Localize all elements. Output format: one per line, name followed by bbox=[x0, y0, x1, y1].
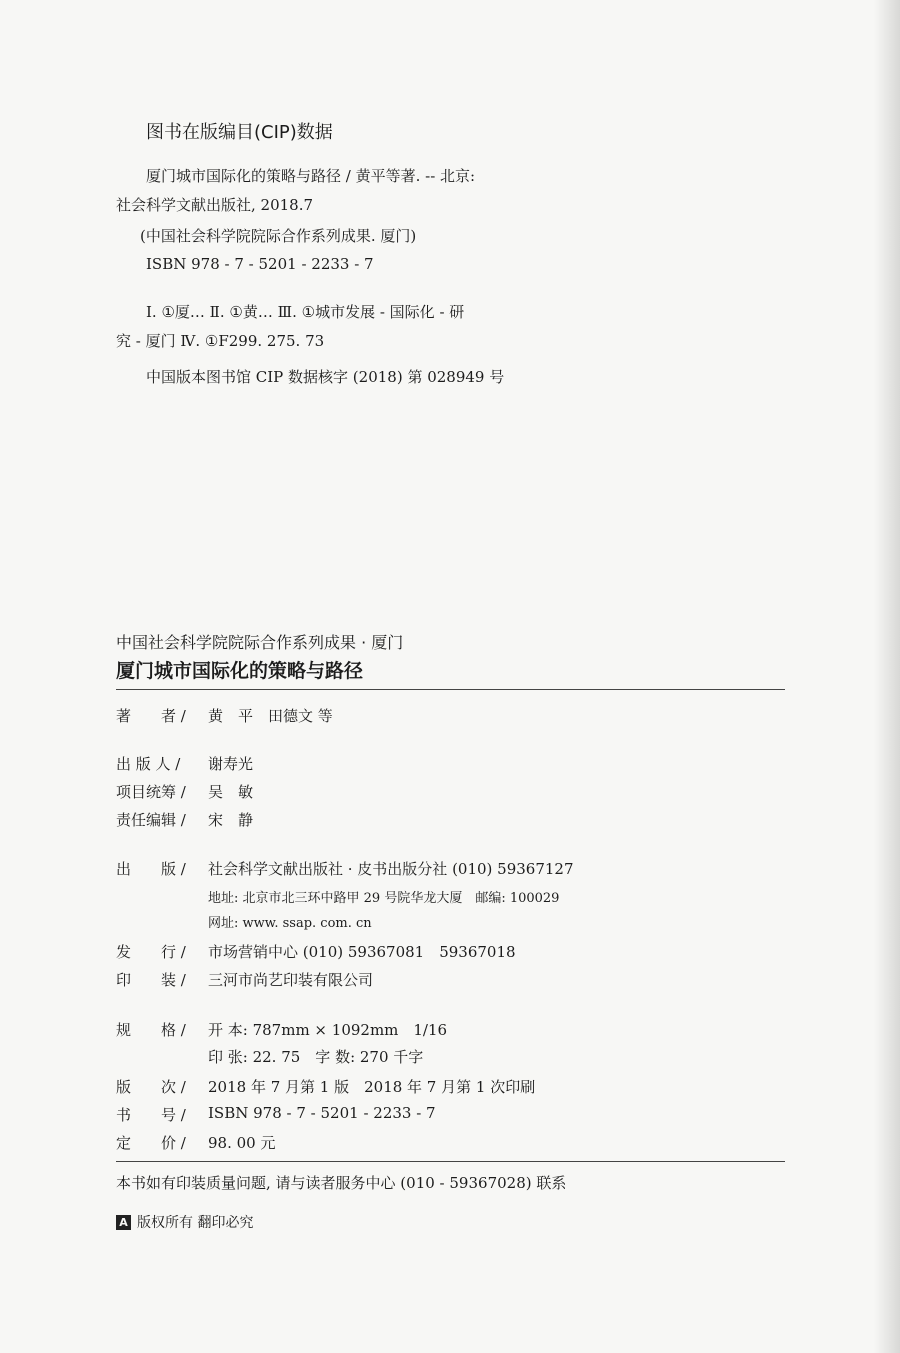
printing-value: 三河市尚艺印装有限公司 bbox=[208, 971, 374, 989]
price-label: 定 价 / bbox=[116, 1134, 186, 1152]
distribution-value: 市场营销中心 (010) 59367081 59367018 bbox=[208, 943, 516, 961]
publisher-person-value: 谢寿光 bbox=[208, 755, 254, 773]
publisher-website: 网址: www. ssap. com. cn bbox=[208, 916, 372, 931]
publisher-address: 地址: 北京市北三环中路甲 29 号院华龙大厦 邮编: 100029 bbox=[208, 891, 560, 906]
printing-label: 印 装 / bbox=[116, 971, 186, 989]
publishing-label: 出 版 / bbox=[116, 860, 186, 878]
edition-value: 2018 年 7 月第 1 版 2018 年 7 月第 1 次印刷 bbox=[208, 1078, 536, 1096]
copyright-notice: 版权所有 翻印必究 bbox=[137, 1215, 254, 1231]
cip-line-3: (中国社会科学院院际合作系列成果. 厦门) bbox=[140, 227, 417, 245]
bottom-divider bbox=[116, 1161, 785, 1162]
cip-line-5: Ⅰ. ①厦… Ⅱ. ①黄… Ⅲ. ①城市发展 - 国际化 - 研 bbox=[146, 303, 465, 321]
isbn-label: 书 号 / bbox=[116, 1106, 186, 1124]
author-label: 著 者 / bbox=[116, 707, 186, 725]
spec-format-value: 开 本: 787mm × 1092mm 1/16 bbox=[208, 1021, 448, 1039]
editor-label: 责任编辑 / bbox=[116, 811, 186, 829]
cip-line-4: ISBN 978 - 7 - 5201 - 2233 - 7 bbox=[146, 255, 374, 273]
publisher-person-label: 出 版 人 / bbox=[116, 755, 181, 773]
series-title: 中国社会科学院院际合作系列成果 · 厦门 bbox=[116, 633, 404, 652]
project-value: 吴 敏 bbox=[208, 783, 254, 801]
distribution-label: 发 行 / bbox=[116, 943, 186, 961]
editor-value: 宋 静 bbox=[208, 811, 254, 829]
author-value: 黄 平 田德文 等 bbox=[208, 707, 333, 725]
cip-title: 图书在版编目(CIP)数据 bbox=[146, 122, 333, 143]
top-divider bbox=[116, 689, 785, 690]
edition-label: 版 次 / bbox=[116, 1078, 186, 1096]
publisher-logo-icon: A bbox=[116, 1215, 131, 1230]
quality-notice: 本书如有印装质量问题, 请与读者服务中心 (010 - 59367028) 联系 bbox=[116, 1174, 567, 1192]
spec-label: 规 格 / bbox=[116, 1021, 186, 1039]
project-label: 项目统筹 / bbox=[116, 783, 186, 801]
cip-line-7: 中国版本图书馆 CIP 数据核字 (2018) 第 028949 号 bbox=[146, 368, 505, 386]
price-value: 98. 00 元 bbox=[208, 1134, 276, 1152]
cip-line-1: 厦门城市国际化的策略与路径 / 黄平等著. -- 北京: bbox=[146, 167, 476, 185]
book-title: 厦门城市国际化的策略与路径 bbox=[116, 660, 364, 682]
cip-line-6: 究 - 厦门 Ⅳ. ①F299. 275. 73 bbox=[116, 332, 325, 350]
cip-line-2: 社会科学文献出版社, 2018.7 bbox=[116, 196, 314, 214]
page-edge-shadow bbox=[874, 0, 900, 1353]
spec-sheets-value: 印 张: 22. 75 字 数: 270 千字 bbox=[208, 1048, 424, 1066]
isbn-value: ISBN 978 - 7 - 5201 - 2233 - 7 bbox=[208, 1104, 436, 1122]
publishing-value: 社会科学文献出版社 · 皮书出版分社 (010) 59367127 bbox=[208, 860, 574, 878]
